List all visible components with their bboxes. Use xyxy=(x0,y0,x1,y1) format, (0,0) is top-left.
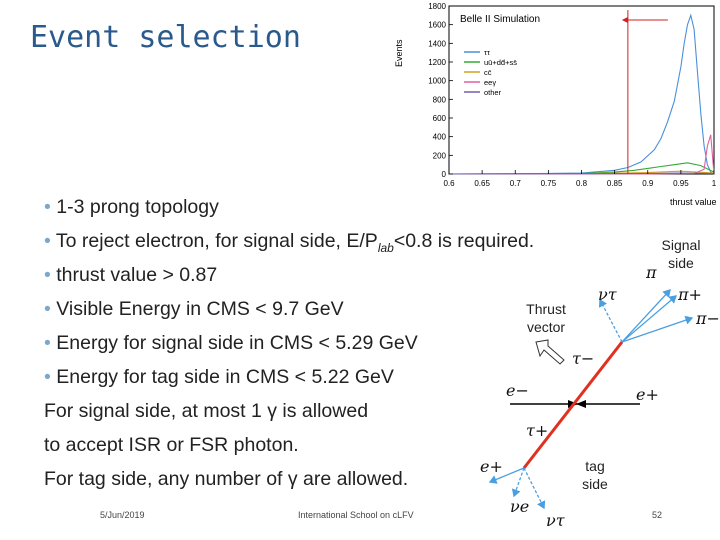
footer-date: 5/Jun/2019 xyxy=(100,510,145,520)
slide-title: Event selection xyxy=(30,20,301,55)
tag-side-label: tag side xyxy=(582,458,608,492)
bullet-3: • thrust value > 0.87 xyxy=(44,264,218,286)
bullet-4: • Visible Energy in CMS < 9.7 GeV xyxy=(44,298,344,320)
legend-label-tautau: ττ xyxy=(484,48,490,57)
thrust-vector-arrow xyxy=(536,340,564,364)
y-tick-label-1: 200 xyxy=(432,151,446,161)
event-topology-diagram xyxy=(470,260,720,530)
x-tick-label-1: 0.65 xyxy=(474,179,490,188)
y-tick-label-5: 1000 xyxy=(428,76,446,86)
y-tick-label-9: 1800 xyxy=(428,2,446,11)
bullet-6: • Energy for tag side in CMS < 5.22 GeV xyxy=(44,366,394,388)
label-tau-minus: τ− xyxy=(572,349,595,368)
x-tick-label-3: 0.75 xyxy=(540,179,557,188)
legend-label-other: other xyxy=(484,88,502,97)
y-tick-label-0: 0 xyxy=(441,170,446,179)
label-e-plus-right: e+ xyxy=(636,385,659,404)
chart-title: Belle II Simulation xyxy=(460,14,541,25)
y-tick-label-6: 1200 xyxy=(428,58,446,67)
label-e-minus: e− xyxy=(506,381,529,400)
label-nu-e: νe xyxy=(510,497,530,516)
legend-label-cc: cc̄ xyxy=(484,68,492,77)
x-tick-label-7: 0.95 xyxy=(673,179,689,188)
y-tick-label-3: 600 xyxy=(432,114,446,123)
bullet-5: • Energy for signal side in CMS < 5.29 GeV xyxy=(44,332,418,354)
x-tick-label-4: 0.8 xyxy=(575,179,588,188)
signal-side-label: Signal side xyxy=(661,237,701,271)
y-tick-label-7: 1400 xyxy=(428,39,446,49)
note-3: For tag side, any number of γ are allowed. xyxy=(44,468,409,490)
label-pi-plus: π+ xyxy=(678,285,702,304)
legend-label-eeg: eeγ xyxy=(484,78,497,87)
label-tau-plus: τ+ xyxy=(526,421,549,440)
nu-tau-top-track xyxy=(600,300,622,342)
label-nu-tau-bottom: ντ xyxy=(546,511,565,530)
bullet-1: • 1-3 prong topology xyxy=(44,196,219,218)
label-nu-tau-top: ντ xyxy=(598,285,617,304)
x-tick-label-6: 0.9 xyxy=(642,179,654,188)
note-1: For signal side, at most 1 γ is allowed xyxy=(44,400,369,422)
legend-label-uds: uū+dd̄+ss̄ xyxy=(484,58,517,67)
footer-page-number: 52 xyxy=(652,510,663,520)
y-axis-label: Events xyxy=(394,39,404,67)
x-tick-label-8: 1 xyxy=(711,179,717,188)
thrust-vector-label: Thrust vector xyxy=(526,301,566,335)
y-tick-label-2: 400 xyxy=(432,132,446,142)
label-pi-minus: π− xyxy=(696,309,720,328)
x-tick-label-2: 0.7 xyxy=(509,179,521,188)
x-tick-label-0: 0.6 xyxy=(443,179,455,188)
y-tick-label-4: 800 xyxy=(432,95,446,105)
x-axis-label: thrust value xyxy=(670,197,717,207)
label-e-plus-left: e+ xyxy=(480,457,503,476)
bullet-2: • To reject electron, for signal side, $E/P_{lab}<0.8$ is required. xyxy=(44,230,535,255)
thrust-histogram xyxy=(394,0,720,207)
note-2: to accept ISR or FSR photon. xyxy=(44,434,299,456)
y-tick-label-8: 1600 xyxy=(428,20,446,30)
label-pi-left: π xyxy=(646,263,657,282)
footer-venue: International School on cLFV xyxy=(298,510,414,520)
x-tick-label-5: 0.85 xyxy=(606,179,623,188)
pi-plus-track xyxy=(622,296,676,342)
